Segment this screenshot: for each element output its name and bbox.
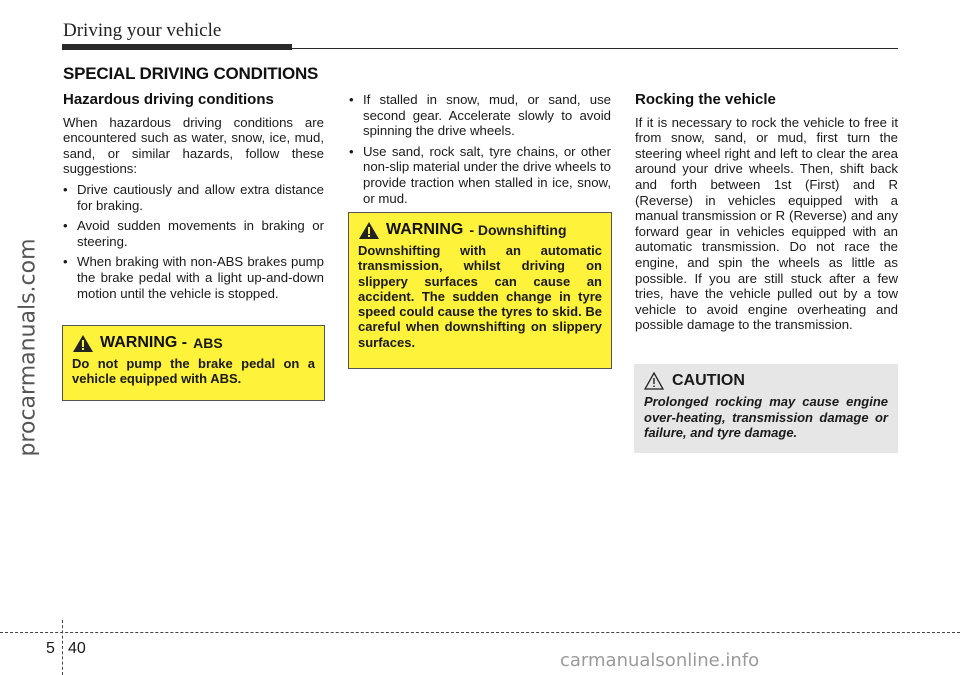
warning-icon [72,334,94,353]
warning-abs-box [62,325,325,401]
warning-abs-header [72,332,315,354]
list-item: • Avoid sudden movements in braking or steering. [63,218,324,249]
footer-rule [0,632,960,633]
chapter-number: 5 [46,640,55,657]
caution-box [634,364,898,453]
footer-divider [62,620,63,675]
list-item: • Drive cautiously and allow extra distance for braking. [63,182,324,213]
list-item: • If stalled in snow, mud, or sand, use second gear. Accelerate slowly to avoid spinning the drive wheels. [349,92,611,139]
warning-downshift-header [358,219,602,241]
warning-downshift-body: Downshifting with an automatic transmission, whilst driving on slippery surfaces can cause an accident. The sudden change in tyre speed could cause the tyres to skid. Be careful when downshifting on slippery surfaces. [358,243,602,350]
caution-title: CAUTION [672,372,745,389]
section-title: SPECIAL DRIVING CONDITIONS [63,64,319,83]
warning-abs-subtitle: ABS [193,335,223,351]
hazardous-intro: When hazardous driving conditions are encountered such as water, snow, ice, mud, sand, or similar hazards, follow these suggestions: [63,114,324,177]
page-header-title: Driving your vehicle [63,20,222,41]
warning-downshift-box [348,212,612,369]
caution-icon [644,372,664,390]
page-number: 40 [68,640,86,657]
hazardous-heading: Hazardous driving conditions [63,91,274,108]
middle-section [349,92,611,211]
header-rule [292,48,898,49]
rocking-section [635,92,898,333]
warning-abs-body: Do not pump the brake pedal on a vehicle equipped with ABS. [72,356,315,387]
list-item: • When braking with non-ABS brakes pump the brake pedal with a light up-and-down motion until the vehicle is stopped. [63,254,324,301]
hazardous-list [63,182,324,301]
bottom-watermark: carmanualsonline.info [560,650,760,671]
warning-downshift-subtitle: - Downshifting [469,222,567,238]
rocking-body: If it is necessary to rock the vehicle to free it from snow, sand, or mud, first turn the steering wheel right and left to clear the area around your drive wheels. Then, shift back and forth between 1st (First) and R (Reverse) in vehicles equipped with a manual transmission or R (Reverse) and any forward gear in vehicles equipped with an automatic transmission. Do not race the engine, and spin the wheels as little as possible. If you are still stuck after a few tries, have the vehicle pulled out by a tow vehicle to avoid engine overheating and possible damage to the transmission. [635,114,898,333]
warning-icon [358,221,380,240]
side-watermark: procarmanuals.com [15,238,41,457]
rocking-heading: Rocking the vehicle [635,91,776,108]
hazardous-section [63,92,324,306]
middle-list [349,92,611,206]
caution-body: Prolonged rocking may cause engine over-heating, transmission damage or failure, and tyre damage. [644,394,888,440]
caution-header [644,372,888,390]
warning-downshift-title: WARNING [386,221,464,238]
list-item: • Use sand, rock salt, tyre chains, or other non-slip material under the drive wheels to provide traction when stalled in ice, snow, or mud. [349,144,611,206]
header-bar [62,44,292,50]
warning-abs-title: WARNING - [100,334,188,351]
